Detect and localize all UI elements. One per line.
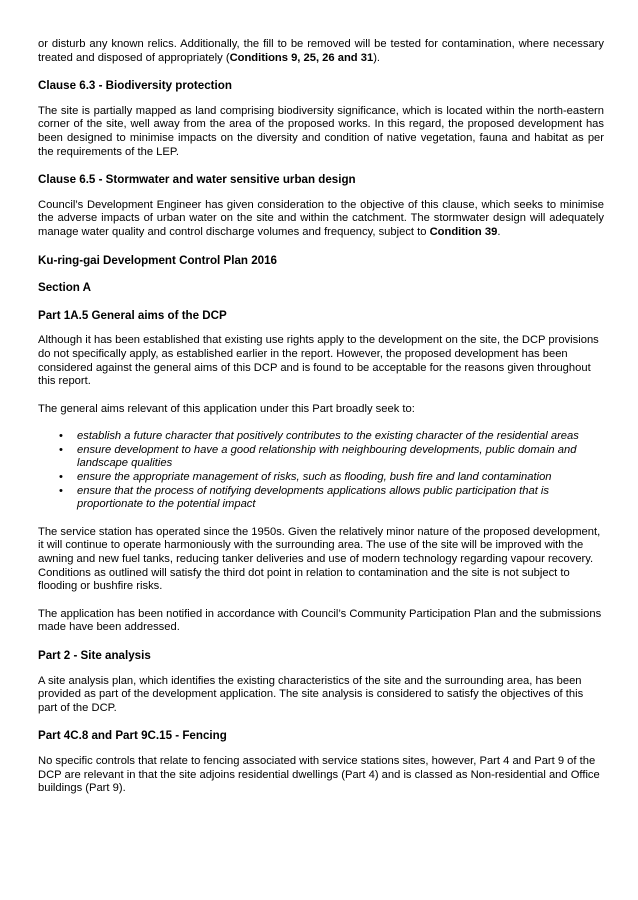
part-2-heading: Part 2 - Site analysis (38, 649, 151, 662)
clause-6-5-condition: Condition 39 (429, 225, 498, 238)
bullet-icon: • (59, 443, 63, 456)
bullet-icon: • (59, 484, 63, 497)
part-1a5-heading: Part 1A.5 General aims of the DCP (38, 308, 227, 322)
part-1a5-body-3: The service station has operated since the 1950s. Given the relatively minor nature of the proposed development, it will continue to operate harmoniously with the surrounding area. The use of the site will be improved with the awning and new fuel tanks, reducing tanker deliveries and use of modern technology regarding vapour recovery. Conditions as outlined will satisfy the third dot point in relation to contamination and the site is not subject to flooding or bushfire risks. (38, 525, 601, 593)
part-4c8-heading: Part 4C.8 and Part 9C.15 - Fencing (38, 729, 227, 743)
clause-6-3-heading: Clause 6.3 - Biodiversity protection (38, 79, 232, 93)
dcp-heading: Ku-ring-gai Development Control Plan 2016 (38, 253, 277, 267)
aim-text: establish a future character that positively contributes to the existing character of the residential areas (77, 430, 579, 443)
intro-text: or disturb any known relics. Additionally, the fill to be removed will be tested for contamination, where necessary treated and disposed of appropriately ( (38, 38, 604, 64)
part-1a5-body-4: The application has been notified in accordance with Council’s Community Participation Plan and the submissions made have been addressed. (38, 607, 602, 634)
document-page (38, 38, 604, 796)
part-1a5-body-2: The general aims relevant of this application under this Part broadly seek to: (38, 402, 415, 415)
clause-6-5-heading: Clause 6.5 - Stormwater and water sensitive urban design (38, 173, 356, 187)
bullet-icon: • (59, 430, 63, 443)
intro-conditions: Conditions 9, 25, 26 and 31 (229, 51, 374, 64)
clause-6-5-text: Council’s Development Engineer has given consideration to the objective of this clause, which seeks to minimise the adverse impacts of urban water on the site and within the catchment. The stormwater design will adequately manage water quality and control discharge volumes and frequency, subject to (38, 198, 604, 238)
part-4c8-body: No specific controls that relate to fencing associated with service stations sites, however, Part 4 and Part 9 of the DCP are relevant in that the site adjoins residential dwellings (Part 4) and is classed as Non-residential and Office buildings (Part 9). (38, 754, 600, 795)
intro-end: ). (373, 51, 381, 64)
clause-6-3-body: The site is partially mapped as land comprising biodiversity significance, which is located within the north-eastern corner of the site, well away from the area of the proposed works. In this regard, the proposed development has been designed to minimise impacts on the diversity and condition of native vegetation, fauna and habitat as per the requirements of the LEP. (38, 104, 604, 158)
general-aims-list (38, 430, 604, 512)
list-item (38, 444, 604, 471)
list-item (38, 430, 604, 444)
intro-paragraph (38, 38, 604, 65)
section-a-heading: Section A (38, 281, 92, 295)
aim-text: ensure the appropriate management of risks, such as flooding, bush fire and land contamination (77, 471, 552, 484)
list-item (38, 471, 604, 485)
bullet-icon: • (59, 471, 63, 484)
clause-6-5-end: . (497, 225, 501, 238)
aim-text: ensure that the process of notifying developments applications allows public participation that is proportionate to the potential impact (77, 484, 550, 511)
part-2-body: A site analysis plan, which identifies the existing characteristics of the site and the surrounding area, has been provided as part of the development application. The site analysis is considered to satisfy the objectives of this part of the DCP. (38, 674, 584, 714)
list-item (38, 485, 604, 512)
clause-6-5-body (38, 199, 604, 240)
aim-text: ensure development to have a good relationship with neighbouring developments, public domain and landscape qualities (77, 443, 577, 470)
part-1a5-body-1: Although it has been established that existing use rights apply to the development on the site, the DCP provisions do not specifically apply, as established earlier in the report. However, the proposed development has been considered against the general aims of this DCP and is found to be acceptable for the reasons given throughout this report. (38, 334, 599, 388)
